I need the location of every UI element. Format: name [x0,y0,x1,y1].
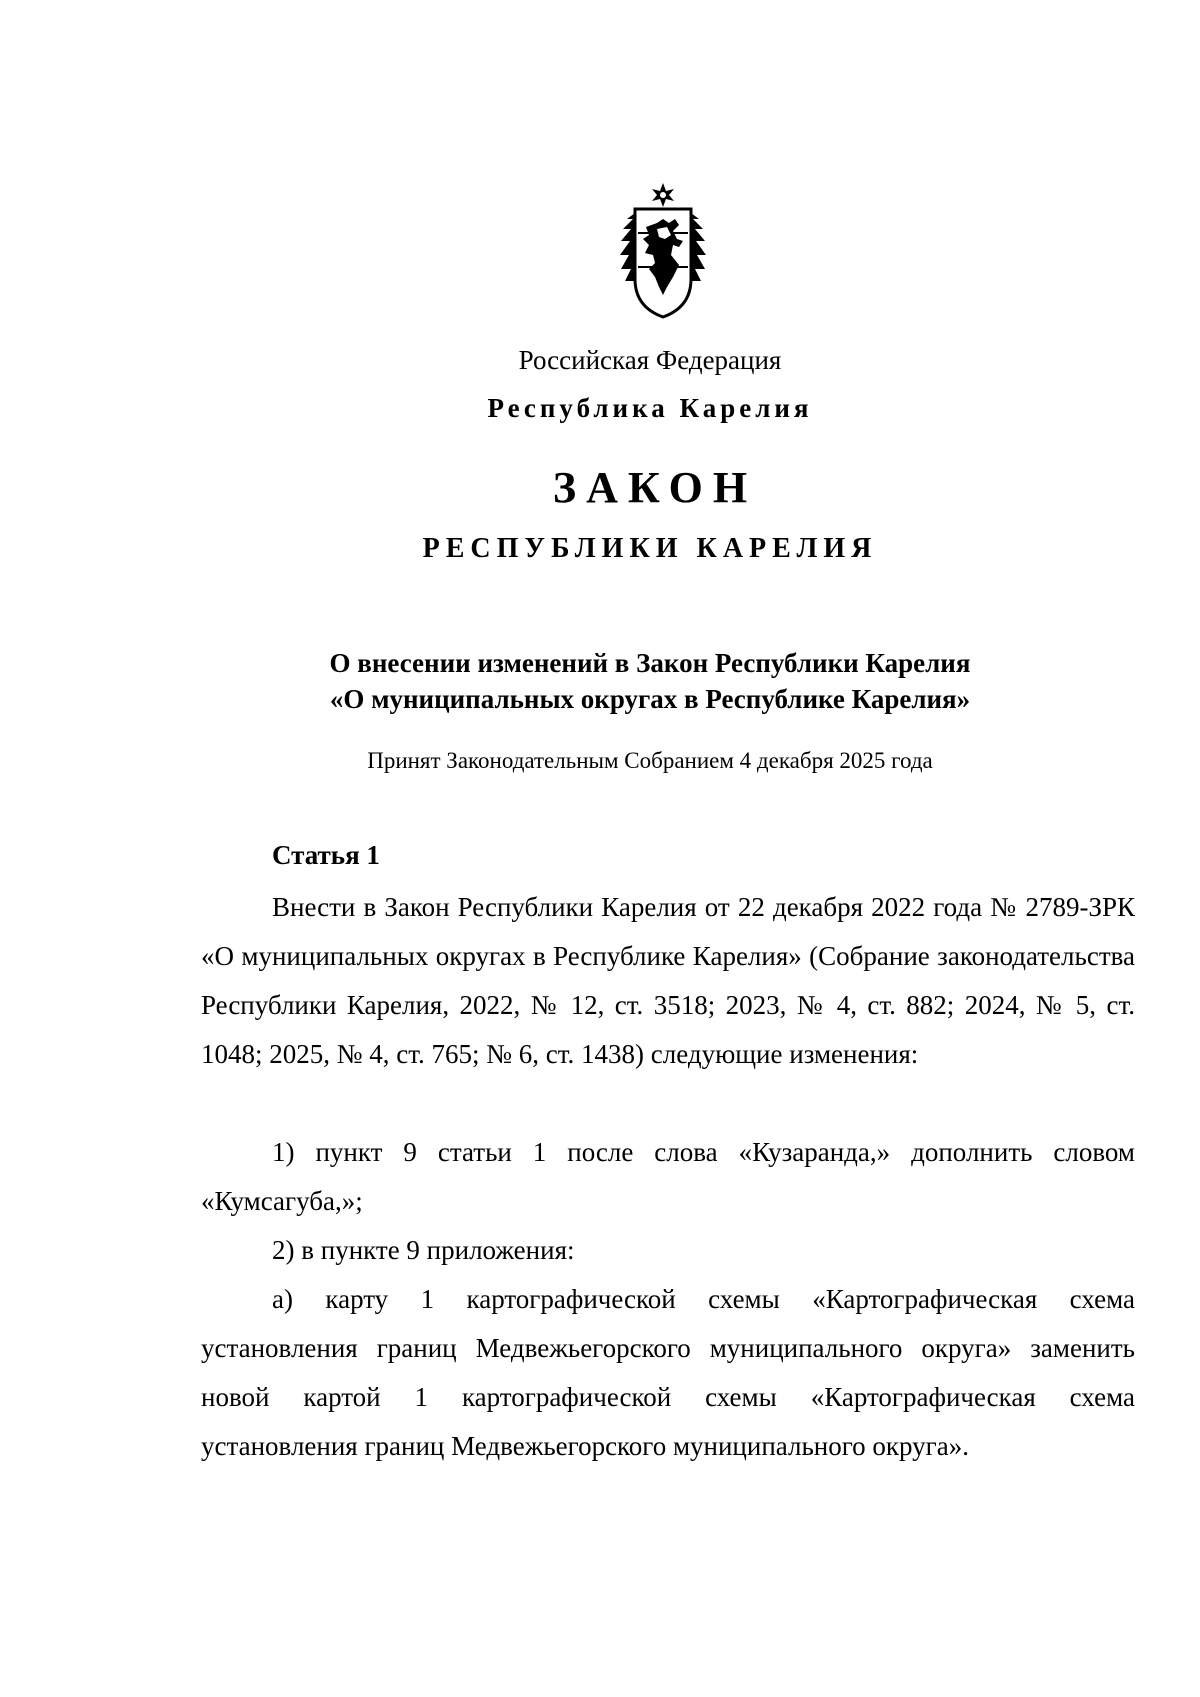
star-icon [652,183,674,207]
article-item-2a: а) карту 1 картографической схемы «Картографическая схема установления границ Медвежьегорского муниципального округа» заменить новой картой 1 картографической схемы «Картографическая схема установления границ Медвежьегорского муниципального округа». [201,1284,1135,1461]
article-intro-paragraph: Внести в Закон Республики Карелия от 22 декабря 2022 года № 2789-ЗРК «О муниципальных округах в Республике Карелия» (Собрание законодательства Республики Карелия, 2022, № 12, ст. 3518; 2023, № 4, ст. 882; 2024, № 5, ст. 1048; 2025, № 4, ст. 765; № 6, ст. 1438) следующие изменения: [201,892,1135,1069]
article-title: Статья 1 [272,840,380,870]
republic-name: Республика Карелия [487,393,813,423]
document-heading-line2: «О муниципальных округах в Республике Карелия» [329,684,971,714]
document-heading-line1: О внесении изменений в Закон Республики Карелия [329,648,971,678]
article-item-1: 1) пункт 9 статьи 1 после слова «Кузаранда,» дополнить словом «Кумсагуба,»; [201,1137,1135,1216]
document-heading [50,645,1200,717]
adoption-note: Принят Законодательным Собранием 4 декабря 2025 года [367,748,933,773]
article-item-2: 2) в пункте 9 приложения: [272,1235,575,1265]
law-title: ЗАКОН [552,463,758,512]
coat-of-arms-emblem [613,183,713,320]
country-name: Российская Федерация [518,345,782,375]
law-subtitle: РЕСПУБЛИКИ КАРЕЛИЯ [422,533,878,564]
